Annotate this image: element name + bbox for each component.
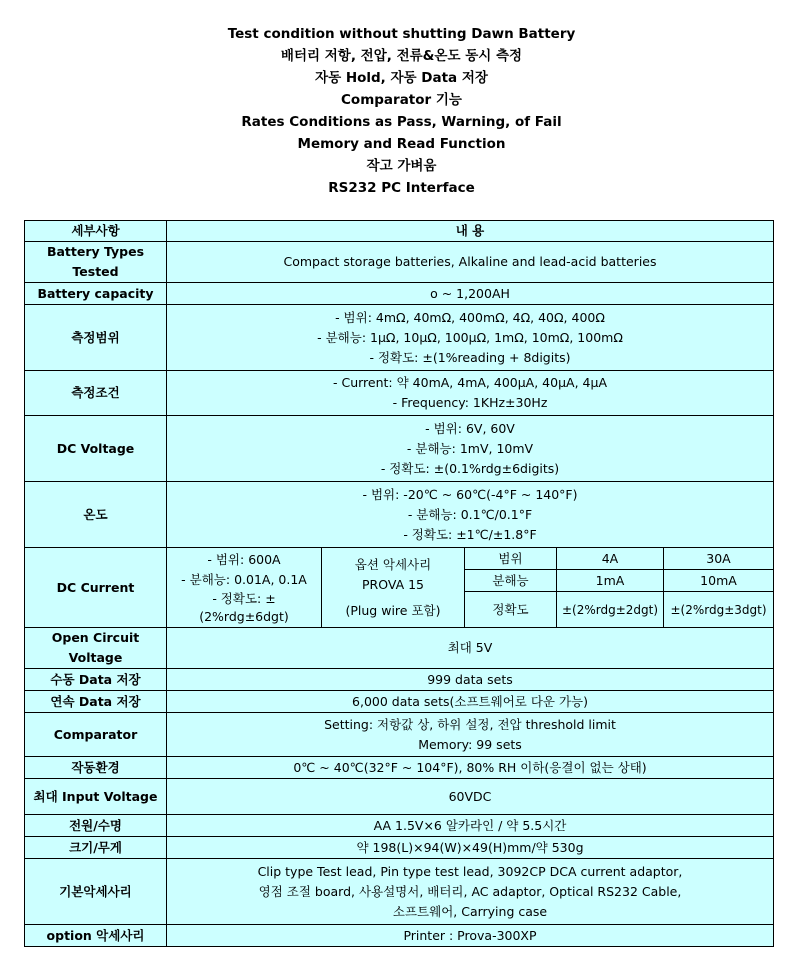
row-value [167, 371, 774, 416]
value-line: - 범위: -20℃ ~ 60℃(-4°F ~ 140°F) [362, 486, 578, 502]
row-value: Compact storage batteries, Alkaline and lead-acid batteries [167, 242, 774, 283]
table-header-row [25, 221, 774, 242]
feature-line: 자동 Hold, 자동 Data 저장 [315, 70, 488, 86]
value-line: Memory: 99 sets [418, 736, 522, 752]
row-label: DC Voltage [25, 416, 167, 482]
table-row [25, 371, 774, 416]
row-value: 최대 5V [167, 628, 774, 669]
row-label: 기본악세사리 [25, 859, 167, 925]
table-row [25, 713, 774, 757]
table-row [25, 283, 774, 305]
feature-line: 작고 가벼움 [366, 158, 437, 174]
spec-table [24, 220, 774, 947]
table-row [25, 669, 774, 691]
value-line: - Current: 약 40mA, 4mA, 400μA, 40μA, 4μA [333, 375, 607, 390]
feature-line: RS232 PC Interface [328, 180, 475, 196]
row-value: 999 data sets [167, 669, 774, 691]
row-value: Printer : Prova-300XP [167, 925, 774, 947]
row-label: Battery Types Tested [25, 242, 167, 283]
feature-line: Comparator 기능 [341, 92, 462, 108]
row-label: Battery capacity [25, 283, 167, 305]
accuracy-4a: ±(2%rdg±2dgt) [557, 592, 664, 628]
accuracy-30a: ±(2%rdg±3dgt) [664, 592, 774, 628]
row-value [167, 416, 774, 482]
table-row [25, 779, 774, 815]
value-line: PROVA 15 [361, 576, 425, 592]
value-line: Setting: 저항값 상, 하위 설정, 전압 threshold limit [324, 716, 616, 732]
row-value: 약 198(L)×94(W)×49(H)mm/약 530g [167, 837, 774, 859]
row-label: 측정범위 [25, 305, 167, 371]
feature-line: Rates Conditions as Pass, Warning, of Fail [241, 114, 562, 130]
table-row [25, 815, 774, 837]
value-line: - 범위: 6V, 60V [425, 420, 515, 436]
row-value: AA 1.5V×6 알카라인 / 약 5.5시간 [167, 815, 774, 837]
row-value: 6,000 data sets(소프트웨어로 다운 가능) [167, 691, 774, 713]
value-line: - 분해능: 1μΩ, 10μΩ, 100μΩ, 1mΩ, 10mΩ, 100mΩ [317, 329, 623, 345]
row-label: DC Current [25, 548, 167, 628]
table-row [25, 548, 774, 570]
value-line: - 정확도: ±1℃/±1.8°F [403, 526, 537, 542]
feature-line: 배터리 저항, 전압, 전류&온도 동시 측정 [280, 48, 523, 64]
value-line: - 범위: 600A [207, 551, 281, 567]
row-label: 크기/무게 [25, 837, 167, 859]
range-30a: 30A [664, 548, 774, 570]
range-4a: 4A [557, 548, 664, 570]
sub-header-resolution: 분해능 [465, 570, 557, 592]
value-line: 소프트웨어, Carrying case [392, 903, 548, 919]
sub-header-accuracy: 정확도 [465, 592, 557, 628]
table-row [25, 691, 774, 713]
table-row [25, 925, 774, 947]
dc-current-base-spec [167, 548, 322, 628]
row-value [167, 305, 774, 371]
header-cell-details: 세부사항 [25, 221, 167, 242]
row-label: Comparator [25, 713, 167, 757]
row-label: option 악세사리 [25, 925, 167, 947]
row-value [167, 482, 774, 548]
sub-header-range: 범위 [465, 548, 557, 570]
table-row [25, 305, 774, 371]
value-line: - 분해능: 1mV, 10mV [406, 440, 534, 456]
value-line: - 범위: 4mΩ, 40mΩ, 400mΩ, 4Ω, 40Ω, 400Ω [335, 309, 605, 325]
value-line: Clip type Test lead, Pin type test lead, 3092CP DCA current adaptor, [257, 863, 683, 879]
row-value: o ~ 1,200AH [167, 283, 774, 305]
row-label: 전원/수명 [25, 815, 167, 837]
feature-list [0, 23, 803, 199]
table-row [25, 859, 774, 925]
table-row [25, 837, 774, 859]
table-row [25, 242, 774, 283]
row-value: 0℃ ~ 40℃(32°F ~ 104°F), 80% RH 이하(응결이 없는 상태) [167, 757, 774, 779]
row-label: Open Circuit Voltage [25, 628, 167, 669]
row-label: 수동 Data 저장 [25, 669, 167, 691]
row-value: 60VDC [167, 779, 774, 815]
table-row [25, 757, 774, 779]
row-label: 작동환경 [25, 757, 167, 779]
value-line: - 분해능: 0.01A, 0.1A [181, 571, 307, 587]
value-line: - 정확도: ±(1%reading + 8digits) [369, 349, 571, 365]
resolution-4a: 1mA [557, 570, 664, 592]
row-label: 최대 Input Voltage [25, 779, 167, 815]
value-line: - 정확도: ±(2%rdg±6dgt) [199, 590, 289, 624]
value-line: 영점 조절 board, 사용설명서, 배터리, AC adaptor, Optical RS232 Cable, [258, 883, 682, 899]
row-value [167, 713, 774, 757]
row-label: 온도 [25, 482, 167, 548]
table-row [25, 628, 774, 669]
value-line: - 분해능: 0.1℃/0.1°F [407, 506, 533, 522]
resolution-30a: 10mA [664, 570, 774, 592]
value-line: 옵션 악세사리 [354, 556, 432, 572]
table-row [25, 416, 774, 482]
value-line: (Plug wire 포함) [345, 602, 441, 618]
header-cell-content: 내 용 [167, 221, 774, 242]
row-label: 연속 Data 저장 [25, 691, 167, 713]
table-row [25, 482, 774, 548]
value-line: - Frequency: 1KHz±30Hz [392, 395, 548, 410]
row-value [167, 859, 774, 925]
feature-line: Test condition without shutting Dawn Battery [227, 26, 576, 42]
row-label: 측정조건 [25, 371, 167, 416]
value-line: - 정확도: ±(0.1%rdg±6digits) [380, 460, 560, 476]
dc-current-option [322, 548, 465, 628]
feature-line: Memory and Read Function [297, 136, 506, 152]
